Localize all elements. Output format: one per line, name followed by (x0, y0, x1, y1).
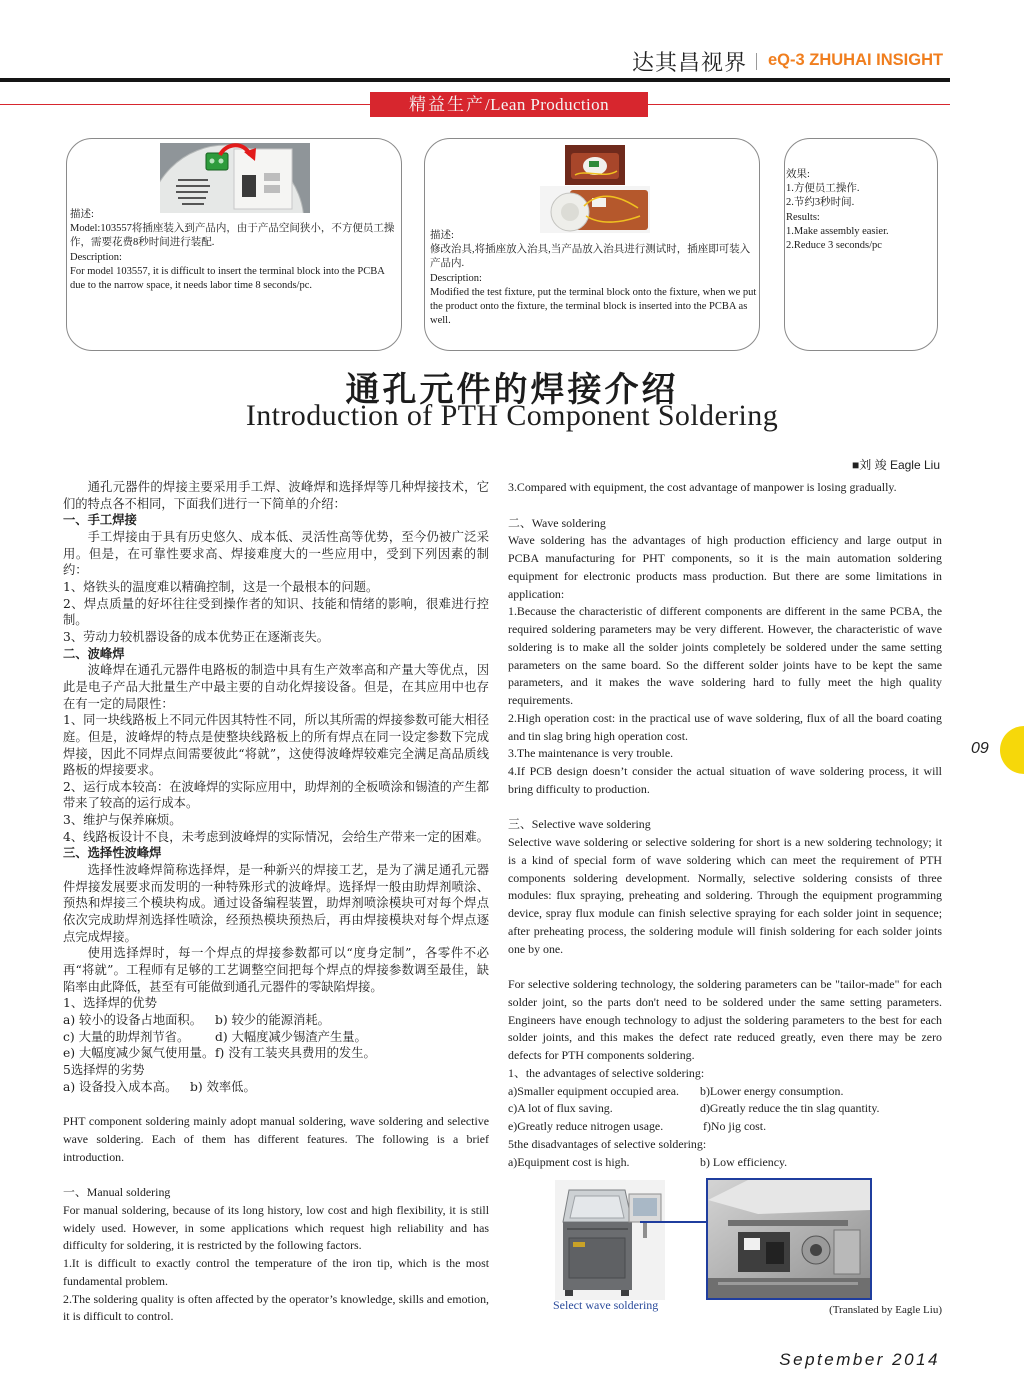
card-before-label-cn: 描述: (70, 209, 94, 220)
list-item: f)No jig cost. (703, 1119, 767, 1133)
list-item: e) 大幅度减少氮气使用量。 (63, 1046, 215, 1061)
list-item: 2、运行成本较高：在波峰焊的实际应用中，助焊剂的全板喷涂和锡渣的产生都带来了较高的运行成本。 (63, 779, 489, 811)
card-after-text-en: Modified the test fixture, put the terminal block onto the fixture, when we put the product onto the fixture, the terminal block is inserted into the PCBA as well. (430, 286, 757, 327)
list-item: 1.It is difficult to exactly control the temperature of the iron tip, which is the most fundamental problem. (63, 1256, 489, 1288)
list-item: b) 效率低。 (190, 1079, 256, 1094)
sub-heading: 5the disadvantages of selective soldering: (508, 1136, 707, 1151)
section-title-cn: 精益生产 (409, 95, 486, 115)
list-item: e)Greatly reduce nitrogen usage. (508, 1119, 664, 1133)
section-heading: 二、Wave soldering (508, 515, 606, 530)
spacer (63, 1095, 489, 1113)
header-rule (0, 78, 950, 82)
list-item: 1、烙铁头的温度难以精确控制，这是一个最根本的问题。 (63, 579, 379, 594)
spacer (63, 1166, 489, 1184)
section-title-en: /Lean Production (485, 95, 609, 114)
advantage-row (63, 1012, 489, 1029)
section-heading: 三、选择性波峰焊 (63, 845, 162, 861)
paragraph: 选择性波峰焊简称选择焊，是一种新兴的焊接工艺，是为了满足通孔元器件焊接发展要求而发明的一种特殊形式的波峰焊。选择焊一般由助焊剂喷涂、预热和焊接三个模块构成。通过设备编程装置，助焊剂喷涂模块可对每个焊点依次完成助焊剂选择性喷涂，经预热模块预热后，再由焊接模块对每个焊点逐点完成焊接。 (63, 863, 489, 944)
list-item: 4.If PCB design doesn’t consider the actual situation of wave soldering process, it will bring difficulty to production. (508, 764, 942, 796)
fixture-photo-top (565, 145, 625, 185)
list-item: 3.Compared with equipment, the cost advantage of manpower is losing gradually. (508, 480, 897, 494)
list-item: 3.The maintenance is very trouble. (508, 746, 674, 761)
list-item: 3、劳动力较机器设备的成本优势正在逐渐丧失。 (63, 629, 330, 644)
card-results-item-cn: 1.方便员工操作. (786, 183, 860, 195)
card-after-label-cn: 描述: (430, 230, 454, 241)
list-item: c) 大量的助焊剂节省。 (63, 1029, 190, 1044)
fixture-photo-bottom (540, 186, 650, 233)
english-body-part1 (63, 1113, 489, 1326)
advantage-row (508, 1083, 942, 1101)
card-results-text (786, 168, 936, 253)
list-item: 4、线路板设计不良，未考虑到波峰焊的实际情况，会给生产带来一定的困难。 (63, 829, 489, 844)
paragraph: For selective soldering technology, the soldering parameters can be "tailor-made" for each solder joint, so the parts don't need to be soldered under the same setting parameters. Engineers have enough technology to adjust the soldering parameters to the best for each solder joints, and this makes the defect rate reduced greatly, even there may be zero defects for PTH components soldering. (508, 977, 942, 1062)
card-after-label-en: Description: (430, 272, 482, 284)
paragraph: 使用选择焊时，每一个焊点的焊接参数都可以“度身定制”，各零件不必再“将就”。工程师有足够的工艺调整空间把每个焊点的焊接参数调至最佳，缺陷率由此降低，甚至有可能做到通孔元器件的零缺陷焊接。 (63, 946, 489, 994)
brand-separator (756, 53, 757, 70)
figure-connector-line (640, 1221, 706, 1223)
card-results-item-en: 1.Make assembly easier. (786, 225, 889, 237)
right-column (508, 479, 942, 1177)
paragraph: 波峰焊在通孔元器件电路板的制造中具有生产效率高和产量大等优点，因此是电子产品大批量生产中最主要的自动化焊接设备。但是，在其应用中也存在有一定的局限性： (63, 663, 489, 711)
card-after-text-cn: 修改治具,将插座放入治具,当产品放入治具进行测试时，插座即可装入产品内. (430, 244, 751, 270)
list-item: a) 较小的设备占地面积。 (63, 1013, 203, 1027)
article-title-cn: 通孔元件的焊接介绍 (345, 370, 679, 410)
disadvantage-row (63, 1079, 489, 1096)
article-title-en: Introduction of PTH Component Soldering (245, 399, 779, 432)
advantage-row (508, 1118, 942, 1136)
soldering-closeup-frame (706, 1178, 872, 1300)
figure-caption: Select wave soldering (553, 1298, 659, 1312)
list-item: f) 没有工装夹具费用的发生。 (215, 1046, 376, 1061)
list-item: b)Lower energy consumption. (700, 1083, 844, 1098)
section-heading: 二、波峰焊 (63, 645, 125, 661)
card-before-text-en: For model 103557, it is difficult to insert the terminal block into the PCBA due to the narrow space, it needs labor time 8 seconds/pc. (70, 265, 385, 292)
list-item: 3、维护与保养麻烦。 (63, 813, 182, 828)
card-results-label-cn: 效果: (786, 169, 810, 180)
paragraph: For manual soldering, because of its long history, low cost and high flexibility, it is still widely used. However, in some applications which request high reliability and has difficulty for soldering, it is restricted by the following factors. (63, 1202, 489, 1253)
paragraph: 手工焊接由于具有历史悠久、成本低、灵活性高等优势，至今仍被广泛采用。但是，在可靠性要求高、焊接难度大的一些应用中，受到下列因素的制约： (63, 529, 489, 578)
soldering-closeup-photo (708, 1180, 870, 1298)
sub-heading: 1、the advantages of selective soldering: (508, 1065, 705, 1080)
card-results-item-en: 2.Reduce 3 seconds/pc (786, 240, 882, 252)
card-results-label-en: Results: (786, 211, 820, 223)
spacer (508, 799, 942, 817)
sub-heading: 5选择焊的劣势 (63, 1062, 145, 1077)
section-heading: 一、手工焊接 (63, 512, 137, 528)
list-item: 2.High operation cost: in the practical use of wave soldering, flux of all the board coating and tin slag bring high operation cost. (508, 710, 942, 743)
card-after-text (430, 229, 758, 328)
english-body-part2 (508, 479, 942, 1171)
list-item: a)Smaller equipment occupied area. (508, 1083, 680, 1098)
spacer (508, 497, 942, 515)
terminal-block-photo (160, 143, 310, 213)
card-before-text-cn: Model:103557将插座装入到产品内，由于产品空间狭小，不方便员工操作，需要花费8秒时间进行装配. (70, 223, 395, 249)
list-item: b) Low efficiency. (700, 1154, 788, 1169)
section-heading: 三、Selective wave soldering (508, 817, 651, 832)
advantage-row (63, 1029, 489, 1046)
brand-chinese-title: 达其昌视界 (632, 51, 748, 76)
list-item: d)Greatly reduce the tin slag quantity. (700, 1101, 880, 1116)
section-heading: 一、Manual soldering (63, 1185, 171, 1200)
advantage-row (508, 1100, 942, 1118)
list-item: 1.Because the characteristic of different components are different in the same PCBA, the required soldering parameters may be very different. However, the characteristic of wave soldering is to make all the solder joints completely be soldered under the same setting parameters on the same board. So the different solder joints have to be kept the same parameters, and it makes the wave soldering hard to fully meet the high quality requirements. (508, 604, 942, 707)
paragraph: 通孔元器件的焊接主要采用手工焊、波峰焊和选择焊等几种焊接技术，它们的特点各不相同，下面我们进行一下简单的介绍： (63, 480, 489, 511)
page-tab-marker (1000, 726, 1024, 774)
card-results-item-cn: 2.节约3秒时间. (786, 197, 855, 209)
left-column (63, 479, 489, 1329)
list-item: a) 设备投入成本高。 (63, 1079, 178, 1094)
list-item: 2、焊点质量的好坏往往受到操作者的知识、技能和情绪的影响，很难进行控制。 (63, 596, 489, 628)
list-item: d) 大幅度减少锡渣产生量。 (215, 1029, 367, 1044)
card-before-text (70, 208, 400, 293)
list-item: c)A lot of flux saving. (508, 1101, 613, 1116)
page-number: 09 (971, 740, 989, 757)
spacer (508, 958, 942, 976)
paragraph: PHT component soldering mainly adopt manual soldering, wave soldering and selective wave soldering. Each of them has different features. The following is a brief introduction. (63, 1114, 489, 1164)
chinese-body (63, 479, 489, 1095)
article-author: ■刘 竣 Eagle Liu (852, 458, 940, 472)
disadvantage-row (508, 1154, 942, 1172)
selective-soldering-machine-photo (555, 1180, 665, 1300)
list-item: a)Equipment cost is high. (508, 1154, 630, 1169)
translation-credit: (Translated by Eagle Liu) (829, 1304, 942, 1316)
section-banner (370, 92, 648, 117)
sub-heading: 1、选择焊的优势 (63, 996, 157, 1011)
paragraph: Selective wave soldering or selective soldering for short is a new soldering technology; it is a kind of special form of wave soldering which can meet the requirement of PTH components soldering development. Normally, selective soldering consists of three modules: flux spraying, preheating and soldering. Through the equipment programming device, spray flux module can finish selective spraying for each solder joint in sequence; after preheating process, the soldering module will finish soldering for each solder joints one by one. (508, 835, 942, 956)
list-item: b) 较少的能源消耗。 (215, 1013, 330, 1027)
list-item: 2.The soldering quality is often affected by the operator’s knowledge, skills and emotion, it is difficult to control. (63, 1291, 489, 1324)
brand-english-title: eQ-3 ZHUHAI INSIGHT (768, 51, 944, 69)
paragraph: Wave soldering has the advantages of high production efficiency and large output in PCBA manufacturing for PHT components, so it is the main automation soldering equipment for electronic products mass production. But there are some limitations in application: (508, 533, 942, 601)
advantage-row (63, 1045, 489, 1062)
list-item: 1、同一块线路板上不同元件因其特性不同，所以其所需的焊接参数可能大相径庭。但是，波峰焊的特点是使整块线路板上的所有焊点在同一设定参数下完成焊接，因此不同焊点间需要彼此“将就”，这使得波峰焊较难完全满足高品质线路板的焊接要求。 (63, 713, 489, 778)
card-before-label-en: Description: (70, 251, 122, 263)
issue-date: September 2014 (779, 1350, 940, 1369)
